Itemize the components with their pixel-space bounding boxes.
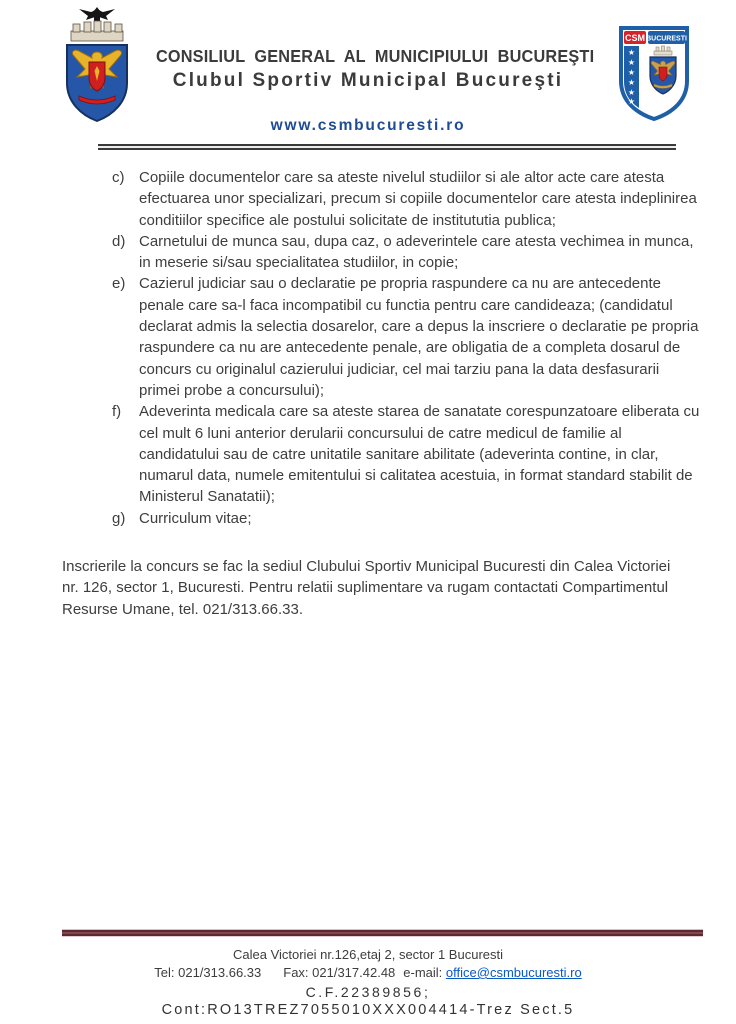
footer-divider-line — [62, 929, 703, 937]
bucharest-coat-of-arms-icon — [56, 6, 138, 124]
csm-bucuresti-badge-icon — [616, 24, 692, 122]
list-item-text: Cazierul judiciar sau o declaratie pe propria raspundere ca nu are antecedente penale care sa-l faca incompatibil cu functia pentru care candideaza; (candidatul declarat admis la selectia dosarelor, care a depus la inscriere o declaratie pe propria raspundere ca nu are antecedente penale, are obligatia de a completa dosarul de concurs cu originalul cazierului judiciar, cel mai tarziu pana la data desfasurarii primei probe a concursului); — [139, 275, 699, 399]
svg-text:★: ★ — [627, 97, 636, 106]
list-item-marker: f) — [112, 403, 122, 421]
list-item — [112, 508, 706, 529]
list-item — [112, 273, 706, 401]
list-item-marker: e) — [112, 275, 126, 293]
svg-text:★: ★ — [627, 78, 636, 87]
org-title-line2: Clubul Sportiv Municipal Bucureşti — [172, 70, 564, 91]
website-url: www.csmbucuresti.ro — [270, 117, 466, 134]
footer-email-link[interactable]: office@csmbucuresti.ro — [445, 965, 582, 980]
list-item-text: Adeverinta medicala care sa ateste starea de sanatate corespunzatoare eliberata cu cel mult 6 luni anterior derularii concursului de catre medicul de familie al candidatului sau de catre unitatile sanitare abilitate (adeverinta contine, in clar, numarul data, numele emitentului si calitatea acestuia, in format standard stabilit de Ministerul Sanatatii); — [139, 403, 700, 506]
svg-text:★: ★ — [627, 88, 636, 97]
svg-text:★: ★ — [627, 58, 636, 67]
list-item-text: Carnetului de munca sau, dupa caz, o adeverintele care atesta vechimea in munca, in meserie si/sau specialitatea studiilor, in copie; — [139, 232, 694, 272]
footer-fax: Fax: 021/317.42.48 — [283, 965, 396, 980]
bucharest-coat-of-arms-svg — [56, 6, 138, 124]
footer-address: Calea Victoriei nr.126,etaj 2, sector 1 Bucuresti — [232, 947, 504, 962]
footer-email-label: e-mail: — [403, 965, 443, 980]
list-item-marker: g) — [112, 509, 126, 527]
footer-tel: Tel: 021/313.66.33 — [154, 965, 262, 980]
csm-badge-csm-label: CSM — [625, 33, 645, 43]
list-item — [112, 167, 706, 231]
org-title-line1: CONSILIUL GENERAL AL MUNICIPIULUI BUCUREŞTI — [155, 46, 595, 66]
csm-bucuresti-badge-svg — [616, 24, 692, 122]
footer-bank-account: Cont:RO13TREZ7055010XXX004414-Trez Sect.5 — [161, 1002, 575, 1018]
svg-text:★: ★ — [627, 48, 636, 57]
letterhead — [0, 0, 736, 152]
list-item-marker: c) — [112, 169, 125, 186]
list-item-text: Curriculum vitae; — [139, 509, 252, 527]
svg-text:★: ★ — [627, 68, 636, 77]
footer-fiscal-code: C.F.22389856; — [305, 984, 431, 1000]
list-item — [112, 401, 706, 507]
list-item-text: Copiile documentelor care sa ateste nivelul studiilor si ale altor acte care atesta efectuarea unor specializari, precum si copiile documentelor care atesta indeplinirea conditiilor specifice ale postului solicitate de institututia publica; — [139, 169, 697, 229]
registration-info-paragraph: Inscrierile la concurs se fac la sediul Clubului Sportiv Municipal Bucuresti din Calea Victoriei nr. 126, sector 1, Bucuresti. Pentru relatii suplimentare va rugam contactati Compartimentul Resurse Umane, tel. 021/313.66.33. — [62, 558, 671, 618]
requirements-list — [112, 167, 706, 529]
csm-badge-bucuresti-label: BUCURESTI — [646, 35, 687, 43]
org-titles — [140, 46, 596, 92]
list-item — [112, 231, 706, 274]
list-item-marker: d) — [112, 232, 126, 250]
footer-contact-line — [0, 965, 736, 980]
header-divider-line — [98, 144, 676, 150]
footer — [0, 947, 736, 1018]
